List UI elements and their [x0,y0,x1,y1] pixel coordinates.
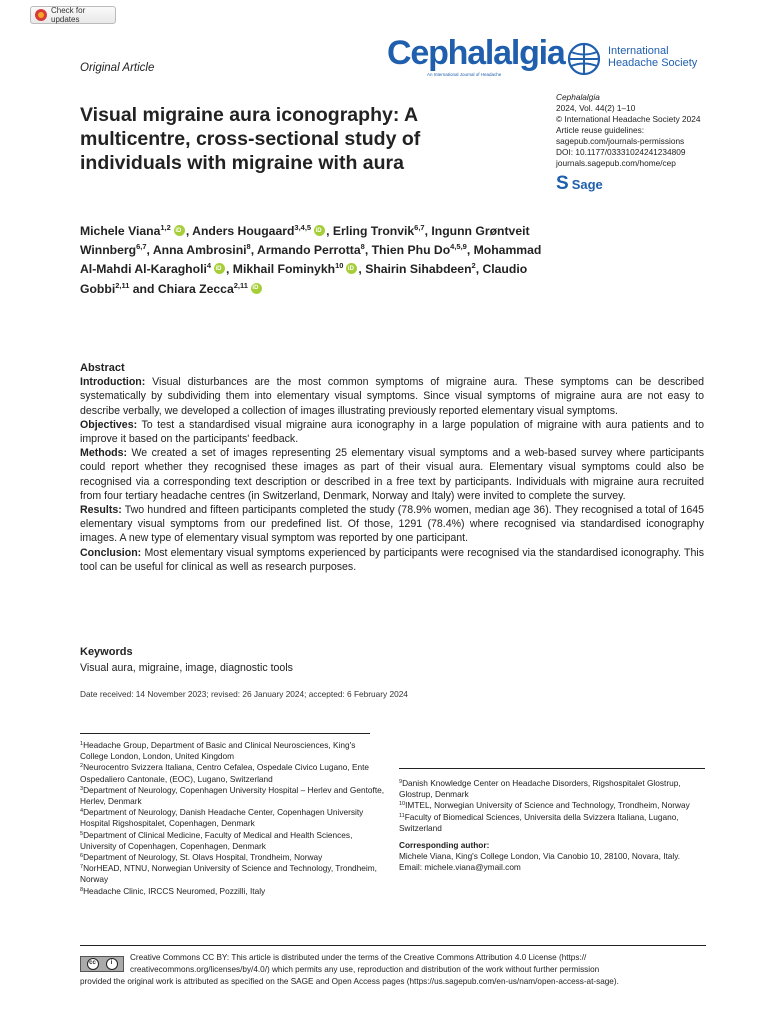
sage-s-icon: S [556,173,569,194]
article-type: Original Article [80,62,155,74]
affiliation: $^{10}$IMTEL, Norwegian University of Science and Technology, Trondheim, Norway [399,800,690,811]
author: Armando Perrotta$^8$ [257,242,365,258]
corresponding-author-email[interactable]: Email: michele.viana@ymail.com [399,862,521,873]
author: Claudio Gobbi$^{2,11}$ [80,262,528,296]
author: Shairin Sihabdeen$^2$ [365,261,476,277]
journal-subtitle: An International Journal of Headache [427,72,502,77]
journal-meta: Cephalalgia 2024, Vol. 44(2) 1–10 © International Headache Society 2024 Article reuse guidelines: sagepub.com/journals-permissions DOI: 10.1177/03331024241234809 journals.sagepub.com/home/cep [556,92,756,169]
author: Mikhail Fominykh$^{10}$iD [233,262,359,276]
abstract-section: Methods: We created a set of images representing 25 elementary visual symptoms and a web-based survey where participants could report whether they recognised these images as part of their visual aura. Elementary visual symptoms could also be recognised via a corresponding text description or described in a free text by participants. Individuals with migraine aura recruited from four tertiary headache centres (in Switzerland, Denmark, Norway and Italy) were invited to complete the survey. [80,447,704,502]
affiliation: $^9$Danish Knowledge Center on Headache Disorders, Rigshospitalet Glostrup, Glostrup, Denmark [399,778,681,800]
orcid-icon[interactable] [346,263,357,274]
orcid-icon[interactable] [174,225,185,236]
journal-home-link[interactable]: journals.sagepub.com/home/cep [556,158,676,168]
author: Michele Viana$^{1,2}$iD [80,224,186,238]
author: Mohammad Al-Mahdi Al-Karagholi$^4$iD [80,243,541,276]
author: Anna Ambrosini$^8$ [152,242,251,258]
keywords-heading: Keywords [80,646,133,658]
footnote-divider [399,768,705,769]
abstract-section: Introduction: Visual disturbances are the most common symptoms of migraine aura. These symptoms can be described systematically by subdividing them into elementary visual symptoms. Since visual symptoms of migraine aura are not easy to describe verbally, we developed a collection of images illustrating previously reported elementary visual symptoms. [80,376,704,417]
publisher-logo: S Sage [556,173,603,194]
update-icon [35,9,47,21]
affiliation: $^3$Department of Neurology, Copenhagen University Hospital – Herlev and Gentofte, Herlev, Denmark [80,784,385,807]
abstract-section: Results: Two hundred and fifteen participants completed the study (78.9% women, median age 36). They recognised a total of 1645 elementary visual symptoms from our predefined list. Of those, 1291 (78.4%) where recognised via standardised iconography images. A new type of elementary visual symptom was reported by one participant. [80,504,704,545]
abstract-section: Objectives: To test a standardised visual migraine aura iconography in a large population of migraine with aura patients and to improve it based on the participants' feedback. [80,418,704,446]
orcid-icon[interactable] [251,283,262,294]
affiliation: $^7$NorHEAD, NTNU, Norwegian University of Science and Technology, Trondheim, Norway [80,863,377,885]
affiliations-left [80,740,385,897]
article-title: Visual migraine aura iconography: A multicentre, cross-sectional study of individuals with migraine with aura [80,104,421,174]
license-text-2: provided the original work is attributed as specified on the SAGE and Open Access pages (https://us.sagepub.com/en-us/nam/open-access-at-sage). [80,977,619,986]
footnote-divider [80,733,370,734]
author: Thien Phu Do$^{4,5,9}$ [371,242,467,258]
abstract-heading: Abstract [80,362,125,374]
author: Erling Tronvik$^{6,7}$ [332,223,425,238]
journal-logo [387,34,565,80]
author: Anders Hougaard$^{3,4,5}$iD [192,224,326,238]
affiliation: $^6$Department of Neurology, St. Olavs Hospital, Trondheim, Norway [80,852,323,863]
orcid-icon[interactable] [314,225,325,236]
affiliation: $^8$Headache Clinic, IRCCS Neuromed, Pozzilli, Italy [80,885,266,896]
license-divider [80,945,706,946]
society-name: International Headache Society [608,45,698,69]
license-text: Creative Commons CC BY: This article is distributed under the terms of the Creative Commons Attribution 4.0 License (https:// creativecommons.org/licenses/by/4.0/) which permits any use, reproduction and distribution of the work without further permission [130,953,600,974]
orcid-icon[interactable] [214,263,225,274]
affiliation: $^4$Department of Neurology, Danish Headache Center, Copenhagen University Hospital Rigshospitalet, Copenhagen, Denmark [80,807,364,829]
affiliation: $^{11}$Faculty of Biomedical Sciences, Universita della Svizzera Italiana, Lugano, Switzerland [399,811,679,833]
author: Ingunn Grøntveit Winnberg$^{6,7}$ [80,224,530,258]
ihs-logo-icon [566,41,602,77]
doi[interactable]: DOI: 10.1177/03331024241234809 [556,147,686,157]
affiliation: $^1$Headache Group, Department of Basic and Clinical Neurosciences, King's College London, London, United Kingdom [80,740,356,762]
permissions-link[interactable]: sagepub.com/journals-permissions [556,136,685,146]
affiliation: $^5$Department of Clinical Medicine, Faculty of Medical and Health Sciences, University of Copenhagen, Copenhagen, Denmark [80,829,353,851]
affiliations-right [399,778,709,874]
article-dates: Date received: 14 November 2023; revised: 26 January 2024; accepted: 6 February 2024 [80,689,408,699]
corresponding-author-heading: Corresponding author: [399,840,490,851]
check-for-updates-button[interactable] [30,6,116,24]
corresponding-author-text: Michele Viana, King's College London, Via Canobio 10, 28100, Novara, Italy. [399,851,681,862]
cc-by-badge-icon[interactable]: cc i [80,956,124,972]
abstract-section: Conclusion: Most elementary visual symptoms experienced by participants were recognised via the standardised iconography. This tool can be useful for clinical as well as research purposes. [80,546,704,573]
journal-name: Cephalalgia [387,34,565,72]
keywords-text: Visual aura, migraine, image, diagnostic tools [80,662,293,674]
abstract [80,361,704,574]
check-for-updates-label: Check for updates [51,6,86,24]
author-list: Michele Viana$^{1,2}$iD , Anders Hougaard$^{3,4,5}$iD , Erling Tronvik$^{6,7}$, Ingunn Grøntveit Winnberg$^{6,7}$, Anna Ambrosini$^8$, Armando Perrotta$^8$, Thien Phu Do$^{4,5,9}$, Mohammad Al-Mahdi Al-Karagholi$^4$iD , Mikhail Fominykh$^{10}$iD , Shairin Sihabdeen$^2$, Claudio Gobbi$^{2,11}$ and Chiara Zecca$^{2,11}$iD [80,222,560,299]
affiliation: $^2$Neurocentro Svizzera Italiana, Centro Cefalea, Ospedale Civico Lugano, Ente Ospedaliero Cantonale, (EOC), Lugano, Switzerland [80,762,370,784]
author: Chiara Zecca$^{2,11}$iD [158,282,263,296]
